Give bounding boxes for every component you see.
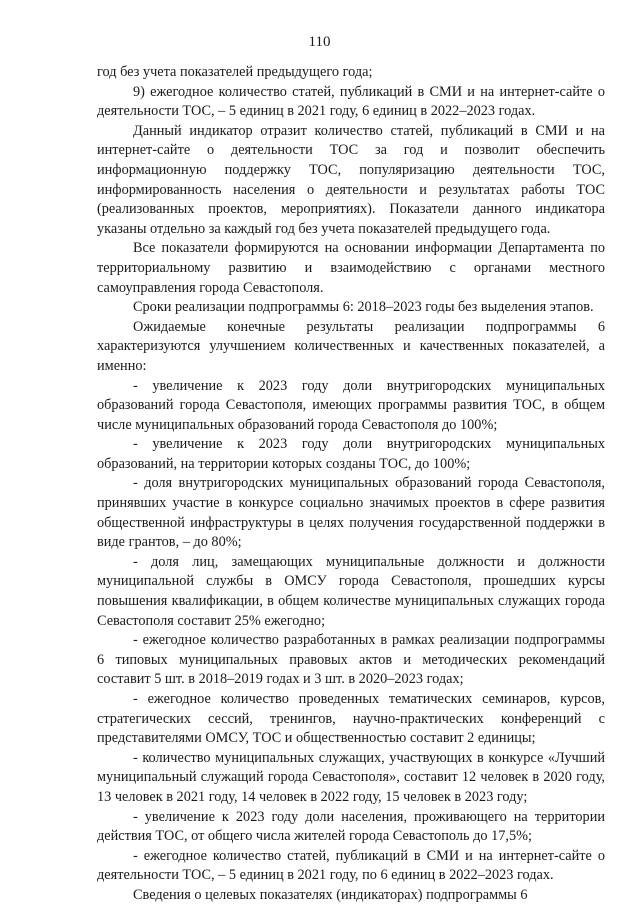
list-item-seminars: - ежегодное количество проведенных тематических семинаров, курсов, стратегических сессий, тренингов, научно-практических конференций с представителями ОМСУ, ТОС и общественностью составит 2 единицы; (97, 691, 605, 747)
list-item-qualification-courses: - доля лиц, замещающих муниципальные должности и должности муниципальной службы в ОМСУ города Севастополя, прошедших курсы повышения квалификации, в общем количестве муниципальных служащих города Севастополя составит 25% ежегодно; (97, 553, 605, 629)
document-body (97, 63, 605, 906)
list-item-tos-created: - увеличение к 2023 году доли внутригородских муниципальных образований, на территории которых созданы ТОС, до 100%; (97, 436, 605, 472)
paragraph-implementation-period: Сроки реализации подпрограммы 6: 2018–2023 годы без выделения этапов. (133, 299, 594, 316)
paragraph-continuation: год без учета показателей предыдущего года; (97, 64, 373, 80)
paragraph-indicator-description: Данный индикатор отразит количество статей, публикаций в СМИ и на интернет-сайте о деятельности ТОС за год и позволит обеспечить информационную поддержку ТОС, популяризацию деятельности ТОС, информированность населения о деятельности и результатах работы ТОС (реализованных проектов, мероприятиях). Показатели данного индикатора указаны отдельно за каждый год без учета показателей предыдущего года. (97, 122, 605, 237)
list-item-best-employee-contest: - количество муниципальных служащих, участвующих в конкурсе «Лучший муниципальный служащий города Севастополя», составит 12 человек в 2020 году, 13 человек в 2021 году, 14 человек в 2022 году, 15 человек в 2023 году; (97, 749, 605, 805)
list-item-legal-acts: - ежегодное количество разработанных в рамках реализации подпрограммы 6 типовых муниципальных правовых актов и методических рекомендаций составит 5 шт. в 2018–2019 годах и 3 шт. в 2020–2023 годах; (97, 632, 605, 688)
list-item-population-share: - увеличение к 2023 году доли населения, проживающего на территории действия ТОС, от общего числа жителей города Севастополь до 17,5%; (97, 808, 605, 845)
paragraph-expected-results-intro: Ожидаемые конечные результаты реализации подпрограммы 6 характеризуются улучшением количественных и качественных показателей, а именно: (97, 318, 605, 374)
paragraph-target-indicators: Сведения о целевых показателях (индикаторах) подпрограммы 6 (133, 886, 528, 903)
list-item-publications: - ежегодное количество статей, публикаций в СМИ и на интернет-сайте о деятельности ТОС, – 5 единиц в 2021 году, по 6 единиц в 2022–2023 годах. (97, 847, 605, 884)
paragraph-data-source: Все показатели формируются на основании информации Департамента по территориальному развитию и взаимодействию с органами местного самоуправления города Севастополя. (97, 240, 605, 296)
page-number: 110 (308, 34, 331, 50)
paragraph-item-9: 9) ежегодное количество статей, публикаций в СМИ и на интернет-сайте о деятельности ТОС, – 5 единиц в 2021 году, 6 единиц в 2022–2023 годах. (97, 83, 605, 120)
list-item-grant-contest: - доля внутригородских муниципальных образований города Севастополя, принявших участие в конкурсе социально значимых проектов в сфере развития общественной инфраструктуры в целях получения государственной поддержки в виде грантов, – до 80%; (97, 475, 605, 551)
list-item-tos-programs: - увеличение к 2023 году доли внутригородских муниципальных образований города Севастополя, имеющих программы развития ТОС, в общем числе муниципальных образований города Севастополя до 100%; (97, 377, 605, 433)
